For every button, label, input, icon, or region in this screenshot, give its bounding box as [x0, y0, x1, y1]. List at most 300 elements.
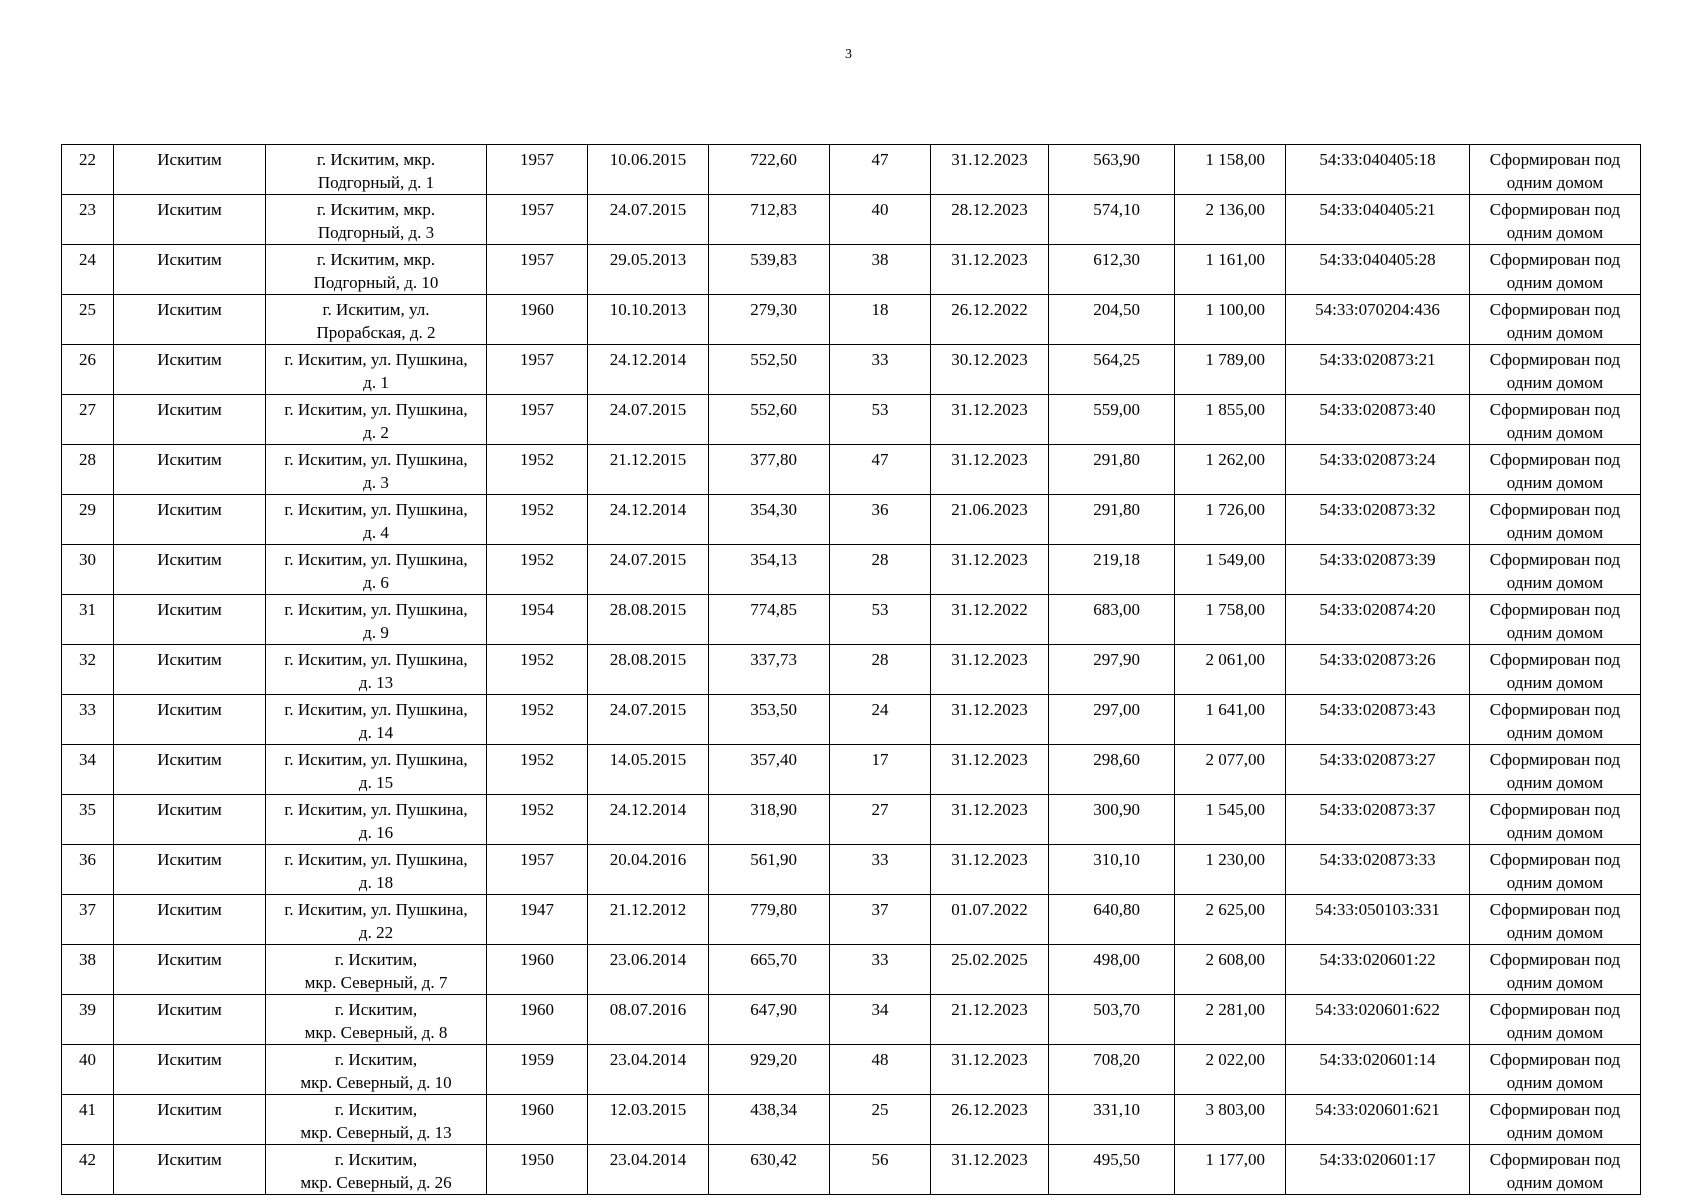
row-number: 37: [62, 895, 114, 945]
deadline-date: 01.07.2022: [931, 895, 1049, 945]
address: [266, 195, 487, 245]
row-number: 22: [62, 145, 114, 195]
address: [266, 345, 487, 395]
residential-area: 563,90: [1049, 145, 1175, 195]
address-line-1: г. Искитим, ул. Пушкина,: [284, 750, 468, 769]
table-row: [62, 1095, 1641, 1145]
address-line-1: г. Искитим, ул. Пушкина,: [284, 850, 468, 869]
status-line-1: Сформирован под: [1489, 750, 1621, 769]
address-line-1: г. Искитим, мкр.: [316, 250, 436, 269]
address: [266, 495, 487, 545]
land-area: 2 281,00: [1175, 995, 1286, 1045]
municipality: Искитим: [114, 945, 266, 995]
deadline-date: 21.12.2023: [931, 995, 1049, 1045]
build-year: 1952: [487, 795, 588, 845]
wear-percent: 47: [830, 445, 931, 495]
municipality: Искитим: [114, 695, 266, 745]
address-line-1: г. Искитим,: [334, 1150, 418, 1169]
row-number: 28: [62, 445, 114, 495]
table-row: [62, 995, 1641, 1045]
wear-percent: 53: [830, 395, 931, 445]
wear-percent: 18: [830, 295, 931, 345]
residential-area: 291,80: [1049, 445, 1175, 495]
build-year: 1947: [487, 895, 588, 945]
status-line-2: одним домом: [1506, 473, 1604, 492]
address-line-2: д. 13: [358, 673, 394, 692]
survey-date: 24.07.2015: [588, 695, 709, 745]
land-area: 3 803,00: [1175, 1095, 1286, 1145]
land-status: [1470, 145, 1641, 195]
wear-percent: 33: [830, 945, 931, 995]
build-year: 1952: [487, 645, 588, 695]
residential-area: 612,30: [1049, 245, 1175, 295]
status-line-1: Сформирован под: [1489, 1000, 1621, 1019]
build-year: 1957: [487, 345, 588, 395]
address: [266, 545, 487, 595]
municipality: Искитим: [114, 445, 266, 495]
build-year: 1957: [487, 245, 588, 295]
status-line-1: Сформирован под: [1489, 650, 1621, 669]
wear-percent: 25: [830, 1095, 931, 1145]
status-line-1: Сформирован под: [1489, 400, 1621, 419]
address-line-2: Прорабская, д. 2: [316, 323, 436, 342]
wear-percent: 17: [830, 745, 931, 795]
build-year: 1957: [487, 145, 588, 195]
status-line-1: Сформирован под: [1489, 150, 1621, 169]
deadline-date: 31.12.2023: [931, 145, 1049, 195]
address-line-1: г. Искитим,: [334, 1050, 418, 1069]
municipality: Искитим: [114, 645, 266, 695]
status-line-1: Сформирован под: [1489, 800, 1621, 819]
cadastral-number: 54:33:020874:20: [1286, 595, 1470, 645]
address: [266, 445, 487, 495]
deadline-date: 31.12.2023: [931, 1145, 1049, 1195]
cadastral-number: 54:33:020873:40: [1286, 395, 1470, 445]
row-number: 31: [62, 595, 114, 645]
residential-area: 219,18: [1049, 545, 1175, 595]
deadline-date: 31.12.2023: [931, 795, 1049, 845]
total-area: 353,50: [709, 695, 830, 745]
deadline-date: 28.12.2023: [931, 195, 1049, 245]
row-number: 24: [62, 245, 114, 295]
municipality: Искитим: [114, 195, 266, 245]
land-status: [1470, 245, 1641, 295]
status-line-1: Сформирован под: [1489, 350, 1621, 369]
total-area: 354,13: [709, 545, 830, 595]
land-area: 1 545,00: [1175, 795, 1286, 845]
land-area: 1 549,00: [1175, 545, 1286, 595]
wear-percent: 36: [830, 495, 931, 545]
status-line-2: одним домом: [1506, 973, 1604, 992]
land-status: [1470, 495, 1641, 545]
address-line-1: г. Искитим, ул. Пушкина,: [284, 400, 468, 419]
status-line-1: Сформирован под: [1489, 300, 1621, 319]
land-status: [1470, 995, 1641, 1045]
address-line-1: г. Искитим, ул. Пушкина,: [284, 550, 468, 569]
address: [266, 945, 487, 995]
address-line-2: Подгорный, д. 3: [317, 223, 435, 242]
status-line-2: одним домом: [1506, 1123, 1604, 1142]
address-line-1: г. Искитим, ул. Пушкина,: [284, 800, 468, 819]
address-line-1: г. Искитим,: [334, 1100, 418, 1119]
land-status: [1470, 295, 1641, 345]
residential-area: 310,10: [1049, 845, 1175, 895]
status-line-1: Сформирован под: [1489, 250, 1621, 269]
survey-date: 08.07.2016: [588, 995, 709, 1045]
wear-percent: 47: [830, 145, 931, 195]
status-line-2: одним домом: [1506, 923, 1604, 942]
deadline-date: 31.12.2023: [931, 645, 1049, 695]
row-number: 34: [62, 745, 114, 795]
survey-date: 28.08.2015: [588, 595, 709, 645]
build-year: 1957: [487, 845, 588, 895]
build-year: 1950: [487, 1145, 588, 1195]
status-line-2: одним домом: [1506, 623, 1604, 642]
status-line-2: одним домом: [1506, 723, 1604, 742]
wear-percent: 56: [830, 1145, 931, 1195]
municipality: Искитим: [114, 995, 266, 1045]
address-line-2: мкр. Северный, д. 10: [300, 1073, 452, 1092]
land-status: [1470, 845, 1641, 895]
land-area: 1 161,00: [1175, 245, 1286, 295]
residential-area: 298,60: [1049, 745, 1175, 795]
deadline-date: 31.12.2023: [931, 845, 1049, 895]
build-year: 1954: [487, 595, 588, 645]
cadastral-number: 54:33:020873:21: [1286, 345, 1470, 395]
build-year: 1960: [487, 1095, 588, 1145]
address: [266, 995, 487, 1045]
build-year: 1960: [487, 945, 588, 995]
deadline-date: 31.12.2023: [931, 245, 1049, 295]
wear-percent: 28: [830, 545, 931, 595]
residential-area: 503,70: [1049, 995, 1175, 1045]
table-row: [62, 395, 1641, 445]
address-line-2: д. 3: [363, 473, 389, 492]
row-number: 42: [62, 1145, 114, 1195]
residential-area: 291,80: [1049, 495, 1175, 545]
land-status: [1470, 795, 1641, 845]
address: [266, 395, 487, 445]
address-line-2: д. 14: [358, 723, 394, 742]
municipality: Искитим: [114, 895, 266, 945]
total-area: 354,30: [709, 495, 830, 545]
total-area: 552,60: [709, 395, 830, 445]
table-row: [62, 1045, 1641, 1095]
address: [266, 795, 487, 845]
survey-date: 12.03.2015: [588, 1095, 709, 1145]
total-area: 712,83: [709, 195, 830, 245]
survey-date: 28.08.2015: [588, 645, 709, 695]
cadastral-number: 54:33:020873:43: [1286, 695, 1470, 745]
build-year: 1952: [487, 745, 588, 795]
address-line-1: г. Искитим,: [334, 950, 418, 969]
land-status: [1470, 1045, 1641, 1095]
table-row: [62, 445, 1641, 495]
row-number: 32: [62, 645, 114, 695]
wear-percent: 38: [830, 245, 931, 295]
survey-date: 14.05.2015: [588, 745, 709, 795]
land-area: 1 230,00: [1175, 845, 1286, 895]
address: [266, 895, 487, 945]
row-number: 38: [62, 945, 114, 995]
wear-percent: 40: [830, 195, 931, 245]
total-area: 647,90: [709, 995, 830, 1045]
status-line-1: Сформирован под: [1489, 1100, 1621, 1119]
status-line-1: Сформирован под: [1489, 900, 1621, 919]
status-line-2: одним домом: [1506, 323, 1604, 342]
wear-percent: 33: [830, 345, 931, 395]
build-year: 1959: [487, 1045, 588, 1095]
land-area: 2 608,00: [1175, 945, 1286, 995]
address-line-1: г. Искитим, ул. Пушкина,: [284, 650, 468, 669]
total-area: 722,60: [709, 145, 830, 195]
address: [266, 1095, 487, 1145]
deadline-date: 31.12.2023: [931, 545, 1049, 595]
address: [266, 695, 487, 745]
address-line-2: мкр. Северный, д. 26: [300, 1173, 452, 1192]
survey-date: 24.12.2014: [588, 345, 709, 395]
row-number: 41: [62, 1095, 114, 1145]
land-status: [1470, 695, 1641, 745]
cadastral-number: 54:33:020873:26: [1286, 645, 1470, 695]
municipality: Искитим: [114, 845, 266, 895]
wear-percent: 37: [830, 895, 931, 945]
total-area: 552,50: [709, 345, 830, 395]
wear-percent: 24: [830, 695, 931, 745]
land-area: 1 262,00: [1175, 445, 1286, 495]
municipality: Искитим: [114, 145, 266, 195]
address-line-2: мкр. Северный, д. 7: [304, 973, 448, 992]
land-status: [1470, 645, 1641, 695]
deadline-date: 31.12.2023: [931, 695, 1049, 745]
deadline-date: 31.12.2023: [931, 445, 1049, 495]
residential-area: 640,80: [1049, 895, 1175, 945]
land-area: 2 061,00: [1175, 645, 1286, 695]
cadastral-number: 54:33:020873:27: [1286, 745, 1470, 795]
status-line-2: одним домом: [1506, 823, 1604, 842]
land-area: 1 177,00: [1175, 1145, 1286, 1195]
deadline-date: 31.12.2023: [931, 395, 1049, 445]
address-line-2: д. 4: [363, 523, 389, 542]
build-year: 1952: [487, 495, 588, 545]
residential-area: 559,00: [1049, 395, 1175, 445]
deadline-date: 26.12.2022: [931, 295, 1049, 345]
survey-date: 23.06.2014: [588, 945, 709, 995]
survey-date: 21.12.2012: [588, 895, 709, 945]
build-year: 1952: [487, 445, 588, 495]
row-number: 26: [62, 345, 114, 395]
land-status: [1470, 445, 1641, 495]
table-row: [62, 545, 1641, 595]
municipality: Искитим: [114, 595, 266, 645]
status-line-1: Сформирован под: [1489, 450, 1621, 469]
land-area: 1 726,00: [1175, 495, 1286, 545]
cadastral-number: 54:33:020601:14: [1286, 1045, 1470, 1095]
survey-date: 24.12.2014: [588, 795, 709, 845]
status-line-1: Сформирован под: [1489, 1050, 1621, 1069]
status-line-2: одним домом: [1506, 223, 1604, 242]
total-area: 929,20: [709, 1045, 830, 1095]
build-year: 1960: [487, 995, 588, 1045]
cadastral-number: 54:33:020601:622: [1286, 995, 1470, 1045]
status-line-1: Сформирован под: [1489, 550, 1621, 569]
residential-area: 297,00: [1049, 695, 1175, 745]
residential-area: 297,90: [1049, 645, 1175, 695]
land-status: [1470, 395, 1641, 445]
survey-date: 24.07.2015: [588, 195, 709, 245]
address-line-2: д. 6: [363, 573, 389, 592]
build-year: 1957: [487, 395, 588, 445]
survey-date: 10.10.2013: [588, 295, 709, 345]
page-number: 3: [845, 47, 852, 62]
table-row: [62, 345, 1641, 395]
table-row: [62, 895, 1641, 945]
table-row: [62, 945, 1641, 995]
address-line-2: мкр. Северный, д. 8: [304, 1023, 448, 1042]
table-row: [62, 645, 1641, 695]
land-area: 1 758,00: [1175, 595, 1286, 645]
row-number: 40: [62, 1045, 114, 1095]
address: [266, 1145, 487, 1195]
municipality: Искитим: [114, 745, 266, 795]
wear-percent: 48: [830, 1045, 931, 1095]
status-line-2: одним домом: [1506, 523, 1604, 542]
total-area: 539,83: [709, 245, 830, 295]
table-body: [62, 145, 1641, 1195]
row-number: 23: [62, 195, 114, 245]
total-area: 377,80: [709, 445, 830, 495]
land-status: [1470, 745, 1641, 795]
municipality: Искитим: [114, 245, 266, 295]
deadline-date: 30.12.2023: [931, 345, 1049, 395]
total-area: 630,42: [709, 1145, 830, 1195]
address: [266, 145, 487, 195]
row-number: 25: [62, 295, 114, 345]
land-status: [1470, 195, 1641, 245]
land-status: [1470, 545, 1641, 595]
status-line-2: одним домом: [1506, 1073, 1604, 1092]
row-number: 39: [62, 995, 114, 1045]
status-line-2: одним домом: [1506, 673, 1604, 692]
wear-percent: 28: [830, 645, 931, 695]
address-line-2: д. 18: [358, 873, 394, 892]
build-year: 1952: [487, 545, 588, 595]
survey-date: 24.07.2015: [588, 395, 709, 445]
total-area: 774,85: [709, 595, 830, 645]
land-status: [1470, 1145, 1641, 1195]
land-area: 1 641,00: [1175, 695, 1286, 745]
cadastral-number: 54:33:050103:331: [1286, 895, 1470, 945]
status-line-2: одним домом: [1506, 273, 1604, 292]
address-line-2: Подгорный, д. 10: [313, 273, 439, 292]
municipality: Искитим: [114, 345, 266, 395]
address-line-2: Подгорный, д. 1: [317, 173, 435, 192]
row-number: 27: [62, 395, 114, 445]
deadline-date: 31.12.2022: [931, 595, 1049, 645]
deadline-date: 26.12.2023: [931, 1095, 1049, 1145]
residential-area: 495,50: [1049, 1145, 1175, 1195]
address-line-2: д. 15: [358, 773, 394, 792]
address-line-1: г. Искитим, ул. Пушкина,: [284, 600, 468, 619]
address: [266, 1045, 487, 1095]
residential-area: 331,10: [1049, 1095, 1175, 1145]
address-line-1: г. Искитим, ул. Пушкина,: [284, 350, 468, 369]
deadline-date: 21.06.2023: [931, 495, 1049, 545]
total-area: 779,80: [709, 895, 830, 945]
land-area: 1 789,00: [1175, 345, 1286, 395]
residential-area: 683,00: [1049, 595, 1175, 645]
build-year: 1952: [487, 695, 588, 745]
table-row: [62, 245, 1641, 295]
municipality: Искитим: [114, 395, 266, 445]
cadastral-number: 54:33:070204:436: [1286, 295, 1470, 345]
status-line-2: одним домом: [1506, 423, 1604, 442]
total-area: 279,30: [709, 295, 830, 345]
municipality: Искитим: [114, 545, 266, 595]
address: [266, 245, 487, 295]
address-line-1: г. Искитим, ул. Пушкина,: [284, 500, 468, 519]
status-line-1: Сформирован под: [1489, 700, 1621, 719]
status-line-1: Сформирован под: [1489, 950, 1621, 969]
table-row: [62, 1145, 1641, 1195]
address-line-1: г. Искитим, мкр.: [316, 150, 436, 169]
status-line-1: Сформирован под: [1489, 850, 1621, 869]
total-area: 438,34: [709, 1095, 830, 1145]
build-year: 1957: [487, 195, 588, 245]
residential-area: 300,90: [1049, 795, 1175, 845]
survey-date: 10.06.2015: [588, 145, 709, 195]
row-number: 33: [62, 695, 114, 745]
status-line-1: Сформирован под: [1489, 600, 1621, 619]
residential-area: 498,00: [1049, 945, 1175, 995]
table-row: [62, 695, 1641, 745]
residential-area: 708,20: [1049, 1045, 1175, 1095]
municipality: Искитим: [114, 1145, 266, 1195]
survey-date: 29.05.2013: [588, 245, 709, 295]
address-line-2: мкр. Северный, д. 13: [300, 1123, 452, 1142]
total-area: 665,70: [709, 945, 830, 995]
address-line-2: д. 16: [358, 823, 394, 842]
cadastral-number: 54:33:020873:32: [1286, 495, 1470, 545]
address: [266, 845, 487, 895]
address-line-2: д. 9: [363, 623, 389, 642]
survey-date: 24.07.2015: [588, 545, 709, 595]
cadastral-number: 54:33:040405:18: [1286, 145, 1470, 195]
land-area: 2 022,00: [1175, 1045, 1286, 1095]
address-line-1: г. Искитим, ул. Пушкина,: [284, 700, 468, 719]
cadastral-number: 54:33:020601:17: [1286, 1145, 1470, 1195]
cadastral-number: 54:33:020873:33: [1286, 845, 1470, 895]
address-line-1: г. Искитим, мкр.: [316, 200, 436, 219]
total-area: 357,40: [709, 745, 830, 795]
table-row: [62, 145, 1641, 195]
total-area: 318,90: [709, 795, 830, 845]
land-status: [1470, 945, 1641, 995]
municipality: Искитим: [114, 795, 266, 845]
cadastral-number: 54:33:020873:37: [1286, 795, 1470, 845]
cadastral-number: 54:33:020873:39: [1286, 545, 1470, 595]
land-status: [1470, 895, 1641, 945]
address: [266, 745, 487, 795]
wear-percent: 53: [830, 595, 931, 645]
build-year: 1960: [487, 295, 588, 345]
land-area: 2 077,00: [1175, 745, 1286, 795]
survey-date: 20.04.2016: [588, 845, 709, 895]
address-line-1: г. Искитим,: [334, 1000, 418, 1019]
table-row: [62, 295, 1641, 345]
wear-percent: 33: [830, 845, 931, 895]
municipality: Искитим: [114, 495, 266, 545]
